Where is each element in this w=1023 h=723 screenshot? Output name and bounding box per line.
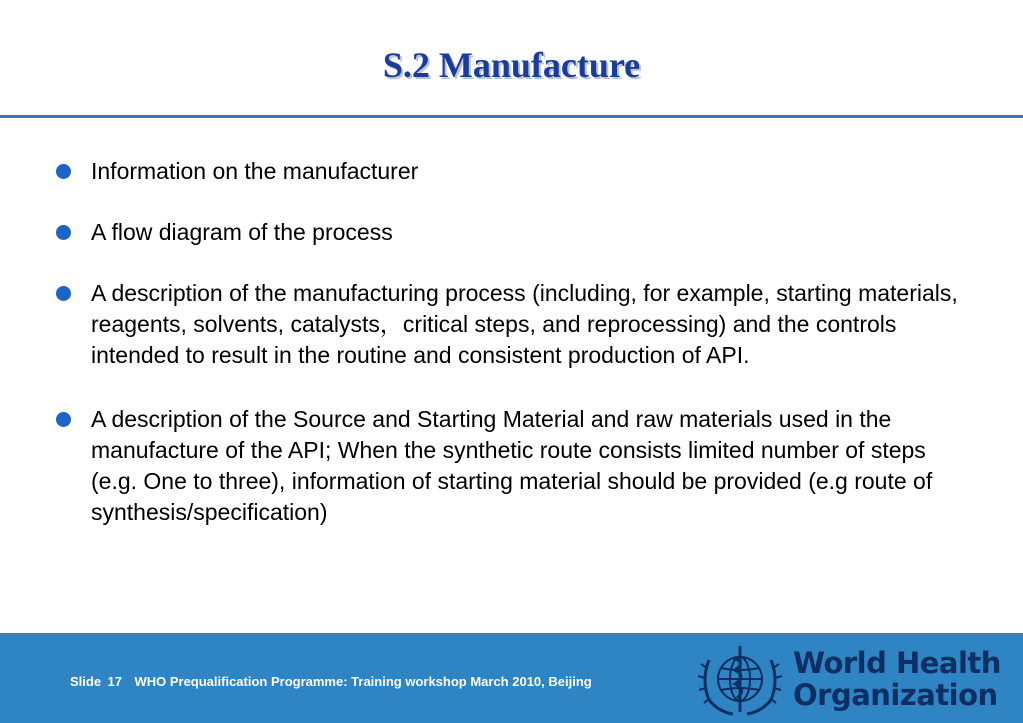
bullet-item (56, 156, 966, 187)
bullet-item (56, 217, 966, 248)
org-name-line2: Organization (793, 678, 998, 712)
bullet-list (56, 156, 966, 528)
title-divider (0, 115, 1023, 118)
bullet-text: Information on the manufacturer (91, 158, 419, 184)
bullet-text: A flow diagram of the process (91, 219, 393, 245)
bullet-text: A description of the Source and Starting Material and raw materials used in the manufacture of the API; When the synthetic route consists limited number of steps (e.g. One to three), information of starting material should be provided (e.g route of synthesis/specification) (91, 406, 933, 525)
org-name-line1: World Health (793, 646, 1001, 680)
slide-label: Slide (70, 674, 102, 689)
bullet-item (56, 404, 966, 528)
slide-number: 17 (107, 674, 122, 689)
bullet-icon (56, 164, 71, 179)
bullet-text: A description of the manufacturing process (including, for example, starting materials, reagents, solvents, catalysts，critical steps, and reprocessing) and the controls intended to result in the routine and consistent production of API. (91, 280, 958, 368)
footer-text (70, 673, 592, 691)
slide-title: S.2 Manufacture (382, 45, 641, 85)
bullet-item (56, 278, 966, 371)
footer-caption: WHO Prequalification Programme: Training workshop March 2010, Beijing (134, 674, 592, 689)
bullet-icon (56, 225, 71, 240)
who-wordmark (793, 647, 1001, 711)
bullet-icon (56, 412, 71, 427)
who-emblem-icon (695, 640, 785, 718)
footer-bar (0, 633, 1023, 723)
bullet-icon (56, 286, 71, 301)
